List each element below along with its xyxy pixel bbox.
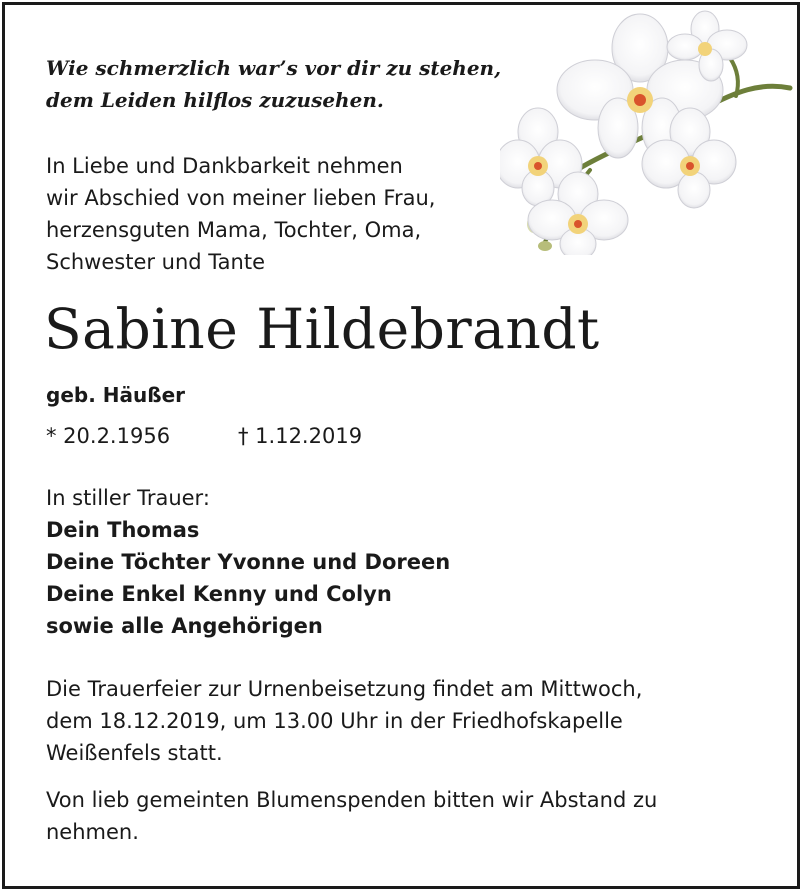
birth-name: geb. Häußer [46,383,186,407]
birth-date: * 20.2.1956 [46,424,171,448]
quote-line: dem Leiden hilflos zuzusehen. [46,88,384,112]
mourner-name: sowie alle Angehörigen [46,614,323,638]
request-line: Von lieb gemeinten Blumenspenden bitten wir Abstand zu [46,788,658,812]
request-line: nehmen. [46,820,139,844]
service-line: dem 18.12.2019, um 13.00 Uhr in der Friedhofskapelle [46,709,623,733]
service-line: Die Trauerfeier zur Urnenbeisetzung findet am Mittwoch, [46,677,643,701]
mourner-name: Deine Töchter Yvonne und Doreen [46,550,451,574]
memorial-quote [46,52,501,116]
death-date: † 1.12.2019 [238,424,363,448]
deceased-name: Sabine Hildebrandt [44,297,600,361]
mourner-name: Dein Thomas [46,518,200,542]
flower-request [46,784,657,848]
intro-line: herzensguten Mama, Tochter, Oma, [46,218,422,242]
intro-line: In Liebe und Dankbarkeit nehmen [46,154,403,178]
quote-line: Wie schmerzlich war’s vor dir zu stehen, [46,56,502,80]
life-dates [46,424,362,448]
intro-text [46,150,435,278]
intro-line: wir Abschied von meiner lieben Frau, [46,186,436,210]
service-info [46,673,642,769]
orchid-illustration [500,10,795,255]
mourner-name: Deine Enkel Kenny und Colyn [46,582,392,606]
intro-line: Schwester und Tante [46,250,265,274]
mourners-heading: In stiller Trauer: [46,486,210,510]
mourners-block [46,482,450,642]
service-line: Weißenfels statt. [46,741,223,765]
